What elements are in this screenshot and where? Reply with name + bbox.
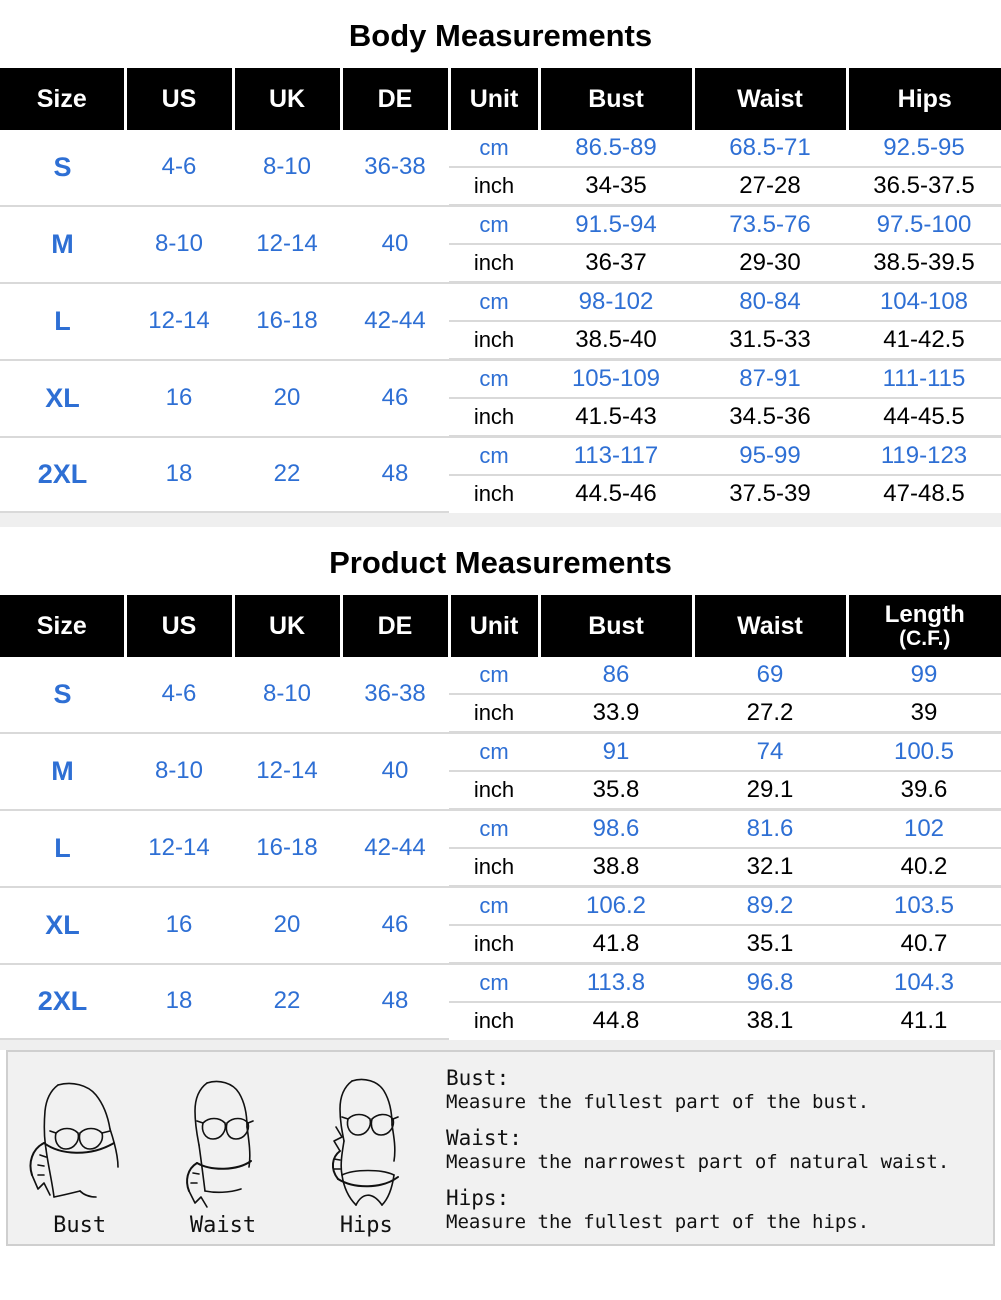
cell-us: 18: [125, 964, 233, 1040]
cell-waist-inch: 29.1: [693, 771, 847, 810]
cell-hips-cm: 104-108: [847, 283, 1001, 322]
cell-waist-cm: 95-99: [693, 437, 847, 476]
cell-length-cm: 100.5: [847, 733, 1001, 772]
cell-length-inch: 39.6: [847, 771, 1001, 810]
table-row: [0, 130, 1001, 167]
guide-figure-waist: [153, 1071, 293, 1238]
cell-uk: 12-14: [233, 733, 341, 810]
cell-bust-cm: 106.2: [539, 887, 693, 926]
cell-de: 42-44: [341, 283, 449, 360]
cell-waist-inch: 35.1: [693, 925, 847, 964]
cell-waist-cm: 87-91: [693, 360, 847, 399]
cell-length-inch: 39: [847, 694, 1001, 733]
cell-waist-cm: 74: [693, 733, 847, 772]
cell-waist-cm: 68.5-71: [693, 130, 847, 167]
cell-de: 48: [341, 964, 449, 1040]
cell-size: M: [0, 206, 125, 283]
cell-length-cm: 104.3: [847, 964, 1001, 1003]
cell-size: S: [0, 130, 125, 206]
guide-desc-bust: Measure the fullest part of the bust.: [446, 1091, 870, 1113]
cell-unit-cm: cm: [449, 130, 539, 167]
cell-uk: 22: [233, 964, 341, 1040]
cell-us: 12-14: [125, 810, 233, 887]
cell-waist-cm: 69: [693, 657, 847, 694]
cell-size: S: [0, 657, 125, 733]
cell-waist-inch: 27-28: [693, 167, 847, 206]
cell-bust-cm: 113-117: [539, 437, 693, 476]
cell-uk: 12-14: [233, 206, 341, 283]
cell-length-inch: 40.7: [847, 925, 1001, 964]
cell-us: 12-14: [125, 283, 233, 360]
header-uk: UK: [233, 68, 341, 130]
cell-us: 4-6: [125, 657, 233, 733]
cell-unit-inch: inch: [449, 244, 539, 283]
cell-bust-cm: 91: [539, 733, 693, 772]
cell-bust-cm: 86.5-89: [539, 130, 693, 167]
cell-hips-cm: 119-123: [847, 437, 1001, 476]
cell-unit-cm: cm: [449, 657, 539, 694]
header-length-main: Length: [884, 601, 965, 629]
table-row: [0, 206, 1001, 245]
cell-unit-inch: inch: [449, 925, 539, 964]
header-size: Size: [0, 595, 125, 657]
cell-bust-inch: 41.8: [539, 925, 693, 964]
cell-us: 18: [125, 437, 233, 513]
cell-waist-inch: 38.1: [746, 1007, 794, 1034]
body-table-header-row: [0, 68, 1001, 130]
header-length-sub: (C.F.): [899, 626, 951, 650]
header-uk: UK: [233, 595, 341, 657]
product-measurements-title: Product Measurements: [329, 545, 672, 580]
cell-size: 2XL: [0, 964, 125, 1040]
body-measurements-title: Body Measurements: [348, 18, 653, 53]
guide-desc-hips: Measure the fullest part of the hips.: [446, 1211, 870, 1233]
header-bust: Bust: [539, 595, 693, 657]
cell-hips-inch: 38.5-39.5: [847, 244, 1001, 283]
cell-length-inch: 41.1: [900, 1007, 948, 1034]
guide-figures: [8, 1052, 438, 1244]
cell-unit-inch: inch: [449, 398, 539, 437]
header-de: DE: [341, 68, 449, 130]
cell-waist-cm: 81.6: [693, 810, 847, 849]
cell-length-cm: 99: [847, 657, 1001, 694]
header-hips: Hips: [847, 68, 1001, 130]
header-size: Size: [0, 68, 125, 130]
cell-uk: 20: [233, 887, 341, 964]
guide-text-block: [438, 1052, 993, 1244]
cell-us: 16: [125, 360, 233, 437]
cell-bust-cm: 98-102: [539, 283, 693, 322]
cell-size: 2XL: [0, 437, 125, 513]
cell-waist-cm: 80-84: [693, 283, 847, 322]
cell-bust-cm: 105-109: [539, 360, 693, 399]
header-waist: Waist: [693, 68, 847, 130]
cell-bust-inch: 41.5-43: [539, 398, 693, 437]
header-length: [847, 595, 1001, 657]
cell-unit-cm: cm: [449, 964, 539, 1003]
cell-bust-inch: 38.5-40: [539, 321, 693, 360]
cell-bust-cm: 86: [539, 657, 693, 694]
cell-waist-inch: 37.5-39: [729, 480, 811, 507]
cell-us: 8-10: [125, 733, 233, 810]
cell-de: 42-44: [341, 810, 449, 887]
header-us: US: [125, 68, 233, 130]
cell-size: L: [0, 810, 125, 887]
cell-hips-inch: 36.5-37.5: [847, 167, 1001, 206]
table-row: [0, 437, 1001, 476]
cell-de: 36-38: [341, 657, 449, 733]
body-measurements-table: [0, 68, 1001, 513]
table-row: [0, 657, 1001, 694]
cell-size: XL: [0, 360, 125, 437]
guide-figure-label: Waist: [189, 1213, 257, 1238]
cell-unit-cm: cm: [449, 283, 539, 322]
bust-figure-icon: [10, 1071, 150, 1211]
table-row: [0, 733, 1001, 772]
cell-waist-cm: 73.5-76: [693, 206, 847, 245]
cell-unit-cm: cm: [449, 360, 539, 399]
cell-unit-cm: cm: [449, 437, 539, 476]
cell-uk: 22: [233, 437, 341, 513]
cell-hips-inch: 44-45.5: [847, 398, 1001, 437]
hips-figure-icon: [296, 1071, 436, 1211]
cell-bust-cm: 98.6: [539, 810, 693, 849]
table-row: [0, 810, 1001, 849]
cell-bust-inch: 38.8: [539, 848, 693, 887]
header-de: DE: [341, 595, 449, 657]
cell-unit-cm: cm: [449, 733, 539, 772]
header-waist: Waist: [693, 595, 847, 657]
cell-de: 46: [341, 360, 449, 437]
cell-waist-cm: 96.8: [693, 964, 847, 1003]
cell-uk: 16-18: [233, 810, 341, 887]
table-row: [0, 283, 1001, 322]
table-row: [0, 887, 1001, 926]
cell-size: XL: [0, 887, 125, 964]
cell-unit-inch: inch: [473, 1008, 515, 1033]
cell-us: 16: [125, 887, 233, 964]
cell-unit-cm: cm: [449, 810, 539, 849]
cell-unit-inch: inch: [449, 167, 539, 206]
cell-unit-cm: cm: [449, 887, 539, 926]
cell-de: 36-38: [341, 130, 449, 206]
cell-us: 8-10: [125, 206, 233, 283]
cell-bust-inch: 36-37: [539, 244, 693, 283]
guide-spacer: [0, 1040, 1001, 1050]
cell-hips-inch: 47-48.5: [883, 480, 965, 507]
cell-length-inch: 40.2: [847, 848, 1001, 887]
cell-unit-inch: inch: [449, 848, 539, 887]
cell-size: L: [0, 283, 125, 360]
guide-term-waist: Waist:: [446, 1126, 522, 1150]
cell-bust-inch: 44.5-46: [575, 480, 657, 507]
cell-uk: 8-10: [233, 657, 341, 733]
guide-desc-waist: Measure the narrowest part of natural waist.: [446, 1151, 950, 1173]
cell-bust-cm: 113.8: [539, 964, 693, 1003]
cell-bust-inch: 35.8: [539, 771, 693, 810]
cell-unit-inch: inch: [449, 694, 539, 733]
cell-waist-cm: 89.2: [693, 887, 847, 926]
cell-length-cm: 103.5: [847, 887, 1001, 926]
guide-figure-hips: [296, 1071, 436, 1238]
cell-waist-inch: 34.5-36: [693, 398, 847, 437]
cell-de: 40: [341, 206, 449, 283]
header-unit: Unit: [449, 595, 539, 657]
measuring-guide-panel: [6, 1050, 995, 1246]
guide-figure-label: Bust: [53, 1213, 107, 1238]
cell-hips-cm: 92.5-95: [847, 130, 1001, 167]
cell-waist-inch: 29-30: [693, 244, 847, 283]
guide-term-bust: Bust:: [446, 1066, 510, 1090]
cell-waist-inch: 27.2: [693, 694, 847, 733]
cell-hips-inch: 41-42.5: [847, 321, 1001, 360]
cell-de: 46: [341, 887, 449, 964]
guide-term-hips: Hips:: [446, 1186, 510, 1210]
cell-hips-cm: 97.5-100: [847, 206, 1001, 245]
header-bust: Bust: [539, 68, 693, 130]
cell-unit-inch: inch: [473, 481, 515, 506]
cell-unit-inch: inch: [449, 771, 539, 810]
cell-waist-inch: 31.5-33: [693, 321, 847, 360]
cell-uk: 8-10: [233, 130, 341, 206]
cell-hips-cm: 111-115: [847, 360, 1001, 399]
cell-de: 40: [341, 733, 449, 810]
cell-bust-inch: 44.8: [592, 1007, 640, 1034]
cell-length-cm: 102: [847, 810, 1001, 849]
guide-figure-bust: [10, 1071, 150, 1238]
cell-unit-cm: cm: [449, 206, 539, 245]
waist-figure-icon: [153, 1071, 293, 1211]
guide-figure-label: Hips: [339, 1213, 393, 1238]
cell-size: M: [0, 733, 125, 810]
cell-unit-inch: inch: [449, 321, 539, 360]
cell-bust-inch: 33.9: [539, 694, 693, 733]
cell-bust-inch: 34-35: [539, 167, 693, 206]
header-us: US: [125, 595, 233, 657]
cell-bust-cm: 91.5-94: [539, 206, 693, 245]
header-unit: Unit: [449, 68, 539, 130]
cell-waist-inch: 32.1: [693, 848, 847, 887]
product-measurements-table: [0, 595, 1001, 1040]
section-divider: [0, 513, 1001, 527]
cell-uk: 20: [233, 360, 341, 437]
cell-us: 4-6: [125, 130, 233, 206]
cell-de: 48: [341, 437, 449, 513]
table-row: [0, 964, 1001, 1003]
table-row: [0, 360, 1001, 399]
product-table-header-row: [0, 595, 1001, 657]
cell-uk: 16-18: [233, 283, 341, 360]
